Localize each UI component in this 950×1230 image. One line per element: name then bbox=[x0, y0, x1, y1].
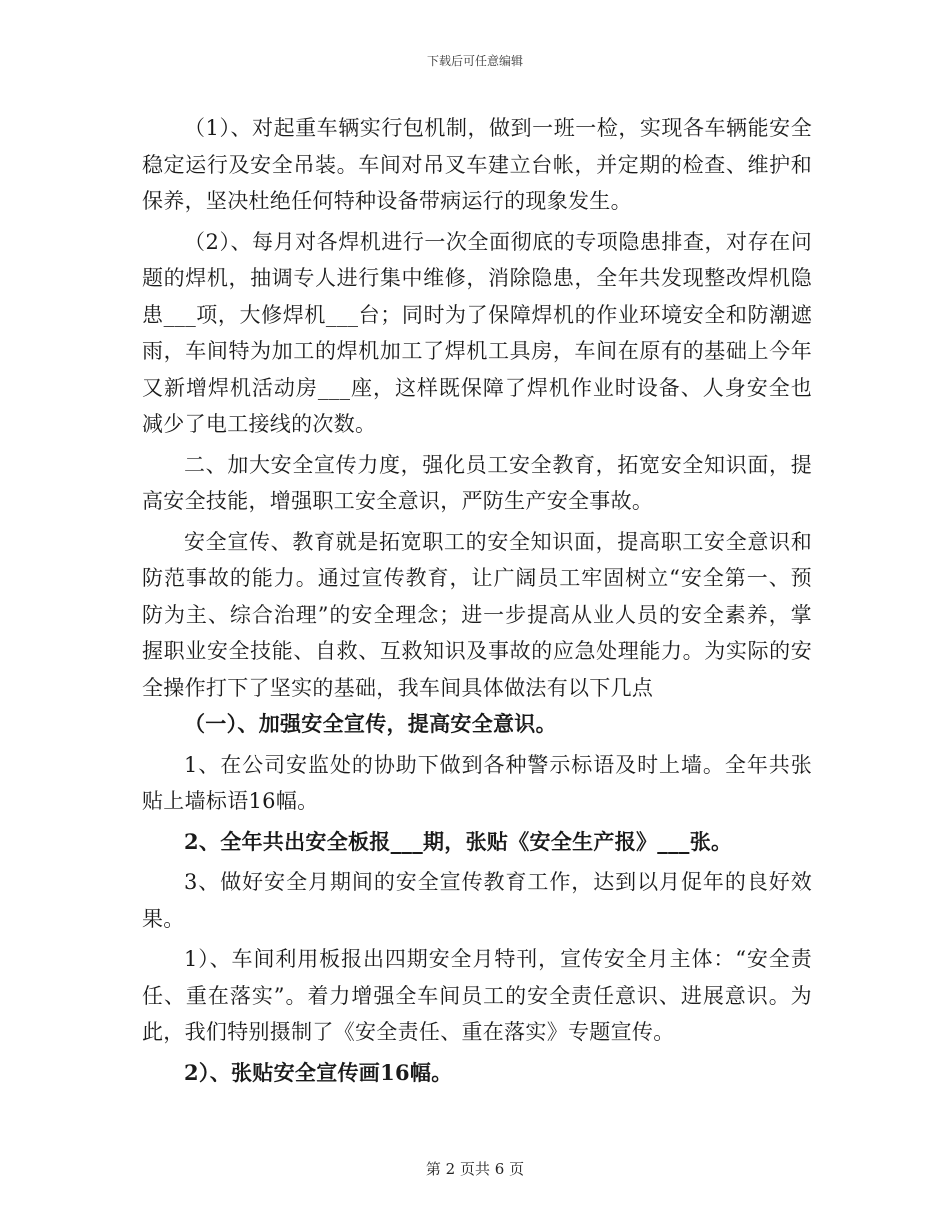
sub-list-item-2: 2）、张贴安全宣传画16幅。 bbox=[184, 1059, 453, 1085]
section-heading-2: 二、加大安全宣传力度，强化员工安全教育，拓宽安全知识面，提高安全技能，增强职工安全意识，严防生产安全事故。 bbox=[142, 452, 812, 513]
list-item-3: 3、做好安全月期间的安全宣传教育工作，达到以月促年的良好效果。 bbox=[142, 870, 812, 931]
subsection-heading-1: （一）、加强安全宣传，提高安全意识。 bbox=[184, 711, 557, 736]
paragraph-item-1: （1）、对起重车辆实行包机制，做到一班一检，实现各车辆能安全稳定运行及安全吊装。车间对吊叉车建立台帐，并定期的检查、维护和保养，坚决杜绝任何特种设备带病运行的现象发生。 bbox=[142, 116, 812, 213]
list-item-1: 1、在公司安监处的协助下做到各种警示标语及时上墙。全年共张贴上墙标语16幅。 bbox=[142, 752, 812, 813]
paragraph-intro: 安全宣传、教育就是拓宽职工的安全知识面，提高职工安全意识和防范事故的能力。通过宣传教育，让广阔员工牢固树立“安全第一、预防为主、综合治理”的安全理念；进一步提高从业人员的安全素养，掌握职业安全技能、自救、互救知识及事故的应急处理能力。为实际的安全操作打下了坚实的基础，我车间具体做法有以下几点 bbox=[142, 529, 812, 700]
paragraph-item-2: （2）、每月对各焊机进行一次全面彻底的专项隐患排查，对存在问题的焊机，抽调专人进行集中维修，消除隐患，全年共发现整改焊机隐患___项，大修焊机___台；同时为了保障焊机的作业环境安全和防潮遮雨，车间特为加工的焊机加工了焊机工具房，车间在原有的基础上今年又新增焊机活动房___座，这样既保障了焊机作业时设备、人身安全也减少了电工接线的次数。 bbox=[142, 229, 812, 436]
sub-list-item-1: 1）、车间利用板报出四期安全月特刊，宣传安全月主体：“安全责任、重在落实”。着力增强全车间员工的安全责任意识、进展意识。为此，我们特别摄制了《安全责任、重在落实》专题宣传。 bbox=[142, 947, 812, 1044]
list-item-2: 2、全年共出安全板报___期，张贴《安全生产报》___张。 bbox=[184, 828, 733, 854]
page-number-footer: 第 2 页共 6 页 bbox=[425, 1160, 525, 1178]
document-body bbox=[142, 110, 812, 1091]
page-header: 下载后可任意编辑 bbox=[426, 54, 523, 68]
